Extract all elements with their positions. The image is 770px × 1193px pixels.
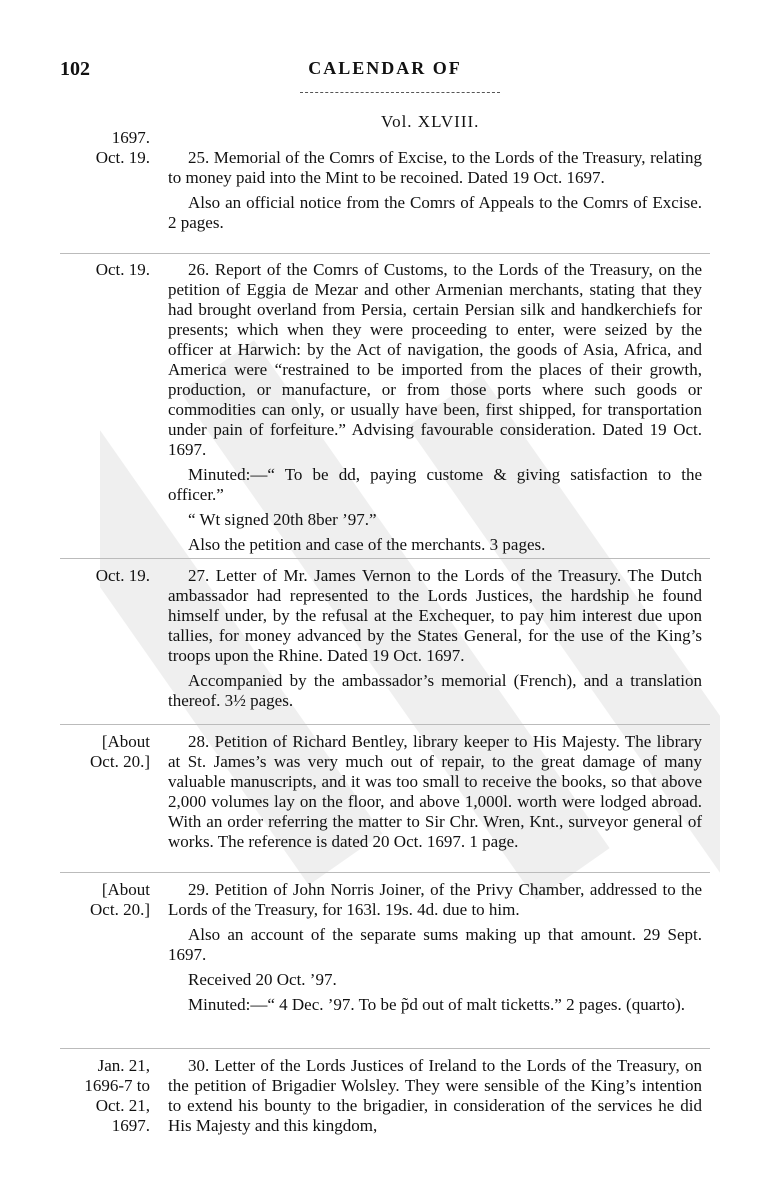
page-number: 102 [60,58,90,80]
volume-heading: Vol. XLVIII. [381,112,480,131]
entry-date: Oct. 19. [95,260,150,279]
entry-date: [About Oct. 20.] [90,732,150,771]
entry-text: 28. Petition of Richard Bentley, library keeper to His Majesty. The library at St. James’s was very much out of repair, to the great damage of many valuable manuscripts, and it was too small to receive the books, so that above 2,000 volumes lay on the floor, and above 1,000l. worth were lodged abroad. With an order referring the matter to Sir Chr. Wren, Knt., surveyor general of works. The reference is dated 20 Oct. 1697. 1 page. [168,732,702,851]
entry-date: Oct. 19. [95,566,150,585]
entry-text: 30. Letter of the Lords Justices of Ireland to the Lords of the Treasury, on the petition of Brigadier Wolsley. They were sensible of the King’s intention to extend his bounty to the brigadier, in consideration of the services he did His Majesty and this kingdom, [168,1056,702,1135]
entry-divider [60,724,710,725]
entry-date: Jan. 21, 1696-7 to Oct. 21, 1697. [84,1056,150,1135]
entry-date: [About Oct. 20.] [90,880,150,919]
entry-text: 27. Letter of Mr. James Vernon to the Lords of the Treasury. The Dutch ambassador had represented to the Lords Justices, the hardship he found himself under, by the refusal at the Exchequer, to pay him interest due upon tallies, for money advanced by the States General, for the use of the King’s troops upon the Rhine. Dated 19 Oct. 1697. Accompanied by the ambassador’s memorial (French), and a translation thereof. 3½ pages. [168,566,702,710]
entry-text: 25. Memorial of the Comrs of Excise, to the Lords of the Treasury, relating to money paid into the Mint to be recoined. Dated 19 Oct. 1697. Also an official notice from the Comrs of Appeals to the Comrs of Excise. 2 pages. [168,148,702,232]
entry-divider [60,558,710,559]
running-title: CALENDAR OF [308,58,462,78]
entry-divider [60,1048,710,1049]
header-rule [300,92,500,93]
entry-divider [60,253,710,254]
entry-divider [60,872,710,873]
entry-text: 26. Report of the Comrs of Customs, to the Lords of the Treasury, on the petition of Eggia de Mezar and other Armenian merchants, stating that they had brought overland from Persia, certain Persian silk and handkerchiefs for presents; which when they were proceeding to enter, were seized by the officer at Harwich: by the Act of navigation, the goods of Asia, Africa, and America were “restrained to be imported from the places of their growth, production, or manufacture, or from those ports where such goods or commodities can only, or usually have been, first shipped, for transportation under pain of forfeiture.” Advising favourable consideration. Dated 19 Oct. 1697. Minuted:—“ To be dd, paying custome & giving satisfaction to the officer.” “ Wt signed 20th 8ber ’97.” Also the petition and case of the merchants. 3 pages. [168,260,702,554]
entry-date: 1697. Oct. 19. [95,128,150,167]
entry-text: 29. Petition of John Norris Joiner, of the Privy Chamber, addressed to the Lords of the Treasury, for 163l. 19s. 4d. due to him. Also an account of the separate sums making up that amount. 29 Sept. 1697. Received 20 Oct. ’97. Minuted:—“ 4 Dec. ’97. To be p̃d out of malt ticketts.” 2 pages. (quarto). [168,880,702,1014]
